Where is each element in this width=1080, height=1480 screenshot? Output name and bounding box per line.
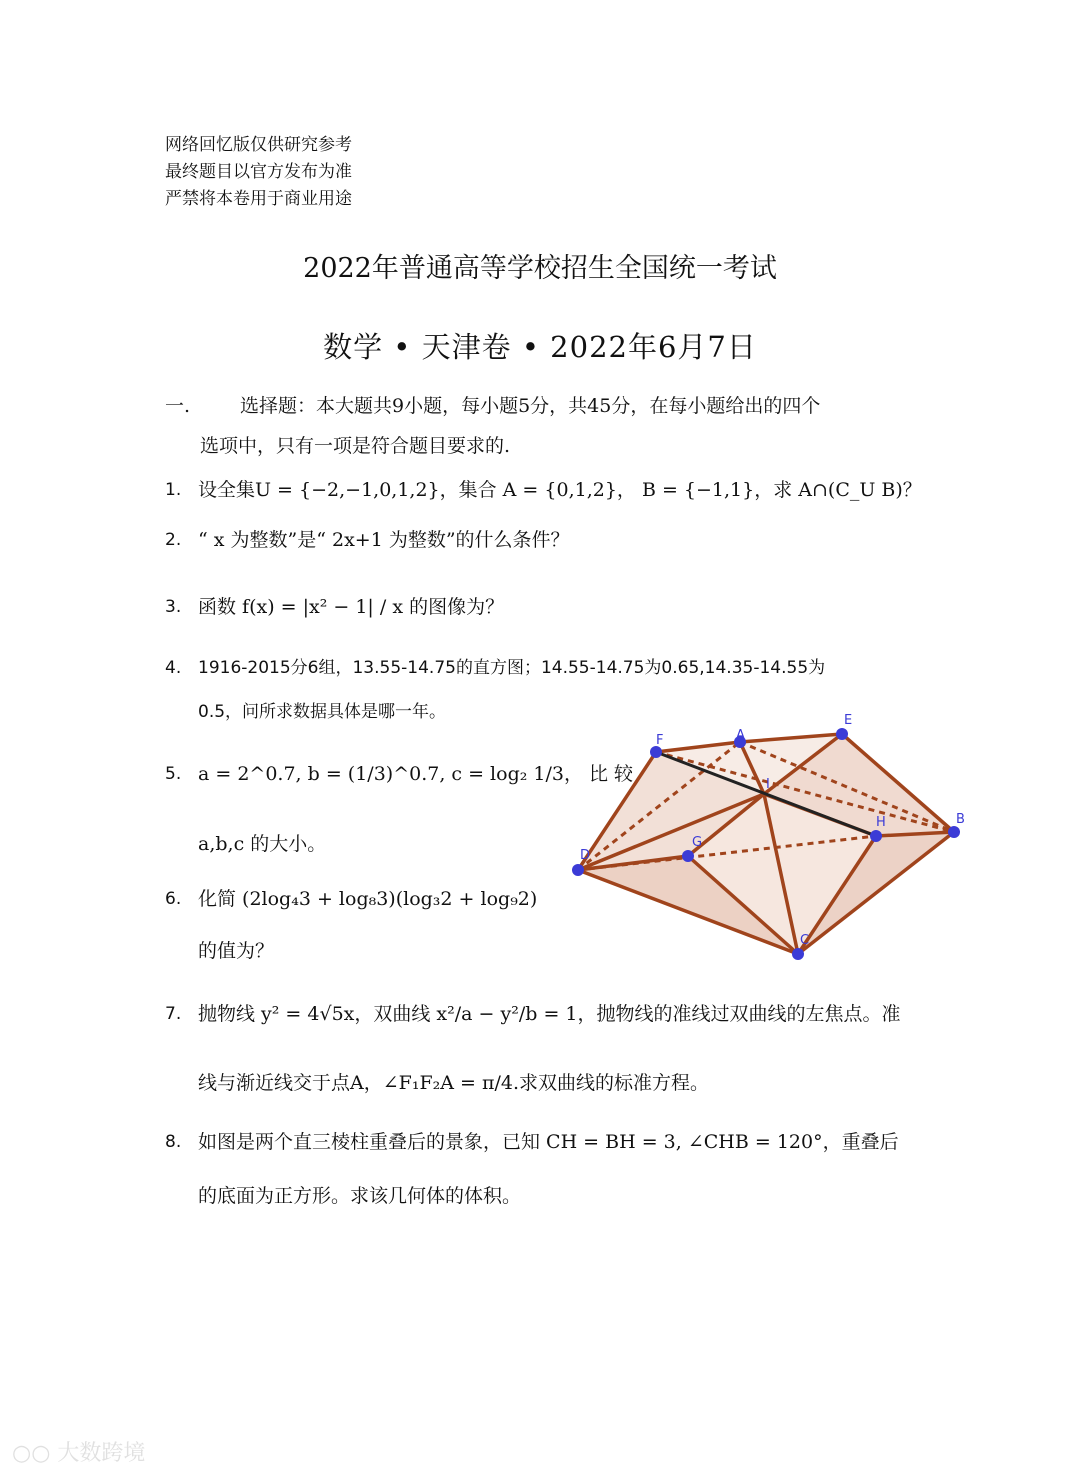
question-text: “ x 为整数”是“ 2x+1 为整数”的什么条件？: [198, 529, 570, 551]
question-text: [198, 992, 901, 1105]
question-number: 5.: [165, 764, 182, 784]
question-text: 设全集U = {−2,−1,0,1,2}，集合 A = {0,1,2}， B = {−1,1}，求 A∩(C_U B)？: [198, 479, 922, 501]
label-C: C: [800, 933, 810, 948]
watermark-logo-icon: ○○: [12, 1441, 51, 1466]
polyhedron-figure: [560, 706, 980, 970]
vertex-C: [792, 948, 804, 960]
question-number: 1.: [165, 480, 182, 500]
label-F: F: [656, 733, 664, 748]
label-E: E: [844, 713, 853, 728]
question-text: [198, 877, 537, 973]
label-H: H: [876, 815, 886, 830]
question-line: 1916-2015分6组，13.55-14.75的直方图；14.55-14.75为0.65,14.35-14.55为: [198, 658, 826, 678]
label-D: D: [580, 848, 591, 863]
section-line: 选择题：本大题共9小题，每小题5分，共45分，在每小题给出的四个: [240, 395, 821, 417]
question-text: 函数 f(x) = |x² − 1| / x 的图像为？: [198, 596, 505, 618]
exam-title: 2022年普通高等学校招生全国统一考试: [303, 253, 777, 284]
vertex-E: [836, 728, 848, 740]
question-line: 线与渐近线交于点A，∠F₁F₂A = π/4.求双曲线的标准方程。: [198, 1072, 709, 1094]
question-line: 0.5，问所求数据具体是哪一年。: [198, 702, 447, 722]
question-number: 4.: [165, 658, 182, 678]
section-instructions: [200, 386, 940, 466]
exam-subtitle: 数学 • 天津卷 • 2022年6月7日: [323, 330, 757, 364]
section-header: [165, 386, 821, 457]
question-line: 化简 (2log₄3 + log₈3)(log₃2 + log₉2): [198, 888, 538, 910]
question-number: 7.: [165, 1004, 182, 1024]
vertex-D: [572, 864, 584, 876]
label-B: B: [956, 812, 965, 827]
question-line: 如图是两个直三棱柱重叠后的景象，已知 CH = BH = 3, ∠CHB = 120°，重叠后: [198, 1131, 899, 1153]
notice-line: 网络回忆版仅供研究参考: [165, 135, 352, 155]
question-number: 6.: [165, 889, 182, 909]
section-number: 一.: [165, 395, 191, 417]
watermark: [12, 1436, 145, 1467]
vertex-G: [682, 850, 694, 862]
polyhedron-svg: [560, 706, 980, 966]
question-number: 8.: [165, 1132, 182, 1152]
notice-line: 严禁将本卷用于商业用途: [165, 189, 352, 209]
question-line: 的值为？: [198, 940, 275, 962]
question-number: 3.: [165, 597, 182, 617]
section-line: 选项中，只有一项是符合题目要求的.: [200, 435, 511, 457]
notice-block: [165, 132, 352, 213]
label-G: G: [692, 835, 703, 850]
question-line: a,b,c 的大小。: [198, 833, 327, 855]
watermark-text: 大数跨境: [57, 1441, 146, 1466]
polyhedron-faces: [578, 734, 954, 954]
label-A: A: [736, 728, 745, 743]
vertex-B: [948, 826, 960, 838]
question-number: 2.: [165, 530, 182, 550]
notice-line: 最终题目以官方发布为准: [165, 162, 352, 182]
question-line: 抛物线 y² = 4√5x，双曲线 x²/a − y²/b = 1，抛物线的准线过双曲线的左焦点。准: [198, 1003, 901, 1025]
vertex-H: [870, 830, 882, 842]
question-line: 的底面为正方形。求该几何体的体积。: [198, 1185, 522, 1207]
question-text: [198, 1120, 899, 1218]
question-line: a = 2^0.7, b = (1/3)^0.7, c = log₂ 1/3， 比 较: [198, 763, 634, 785]
label-I: I: [766, 777, 770, 792]
